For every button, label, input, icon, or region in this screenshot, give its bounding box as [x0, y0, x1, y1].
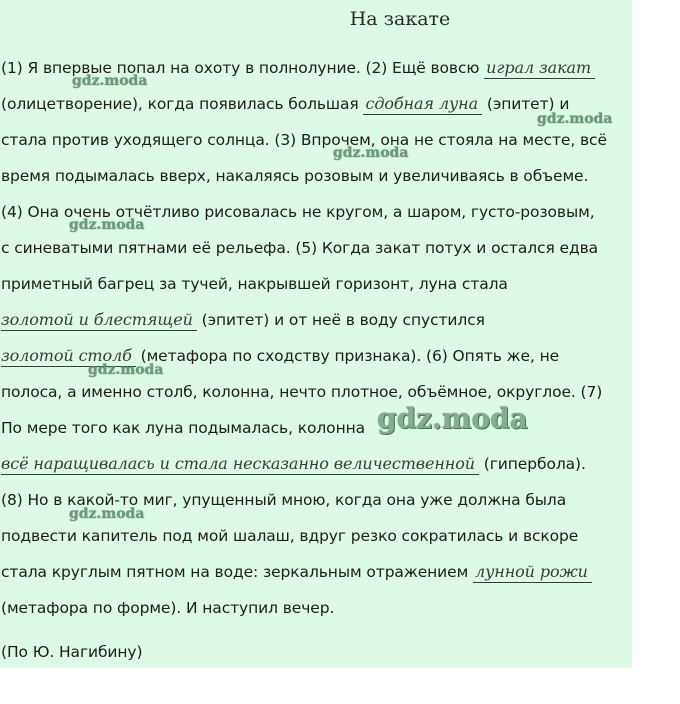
- line-text: (эпитет) и от неё в воду спустился: [196, 311, 485, 329]
- line-text: (олицетворение), когда появилась большая: [1, 95, 364, 113]
- watermark: gdz.moda: [88, 362, 164, 378]
- text-line-12: [1, 454, 586, 474]
- watermark: gdz.moda: [72, 73, 148, 89]
- watermark: gdz.moda: [333, 145, 409, 161]
- watermark: gdz.moda: [537, 111, 613, 127]
- text-line-13: (8) Но в какой-то миг, упущенный мною, когда она уже должна была: [1, 491, 567, 509]
- text-line-15: [1, 562, 592, 582]
- text-line-10: полоса, а именно столб, колонна, нечто плотное, объёмное, округлое. (7): [1, 383, 603, 401]
- text-line-8: [1, 310, 485, 330]
- text-line-5: (4) Она очень отчётливо рисовалась не кругом, а шаром, густо-розовым,: [1, 203, 595, 221]
- text-line-6: с синеватыми пятнами её рельефа. (5) Когда закат потух и остался едва: [1, 239, 599, 257]
- highlighted-phrase: лунной рожи: [473, 562, 592, 583]
- line-text: (гипербола).: [478, 455, 586, 473]
- line-text: стала круглым пятном на воде: зеркальным отражением: [1, 563, 473, 581]
- highlighted-phrase: золотой столб: [1, 346, 136, 367]
- watermark: gdz.moda: [69, 506, 145, 522]
- highlighted-phrase: сдобная луна: [363, 94, 482, 115]
- highlighted-phrase: золотой и блестящей: [1, 310, 197, 331]
- line-text: (1) Я впервые попал на охоту в полнолуние. (2) Ещё вовсю: [1, 59, 485, 77]
- highlighted-phrase: играл закат: [484, 58, 595, 79]
- text-line-4: время подымалась вверх, накаляясь розовым и увеличиваясь в объеме.: [1, 167, 589, 185]
- document-title: На закате: [349, 8, 451, 30]
- text-line-9: [1, 346, 559, 366]
- highlighted-phrase: всё наращивалась и стала несказанно величественной: [1, 454, 479, 475]
- line-text: (эпитет) и: [482, 95, 570, 113]
- watermark: gdz.moda: [69, 217, 145, 233]
- line-text: (метафора по сходству признака). (6) Опять же, не: [135, 347, 560, 365]
- text-line-3: стала против уходящего солнца. (3) Впрочем, она не стояла на месте, всё: [1, 131, 607, 149]
- text-line-11: По мере того как луна подымалась, колонна: [1, 419, 366, 437]
- text-line-2: [1, 94, 569, 114]
- text-line-7: приметный багрец за тучей, накрывшей горизонт, луна стала: [1, 275, 508, 293]
- text-line-14: подвести капитель под мой шалаш, вдруг резко сократилась и вскоре: [1, 527, 579, 545]
- text-line-16: (метафора по форме). И наступил вечер.: [1, 599, 335, 617]
- watermark: gdz.moda: [377, 402, 528, 435]
- source-attribution: (По Ю. Нагибину): [1, 643, 143, 661]
